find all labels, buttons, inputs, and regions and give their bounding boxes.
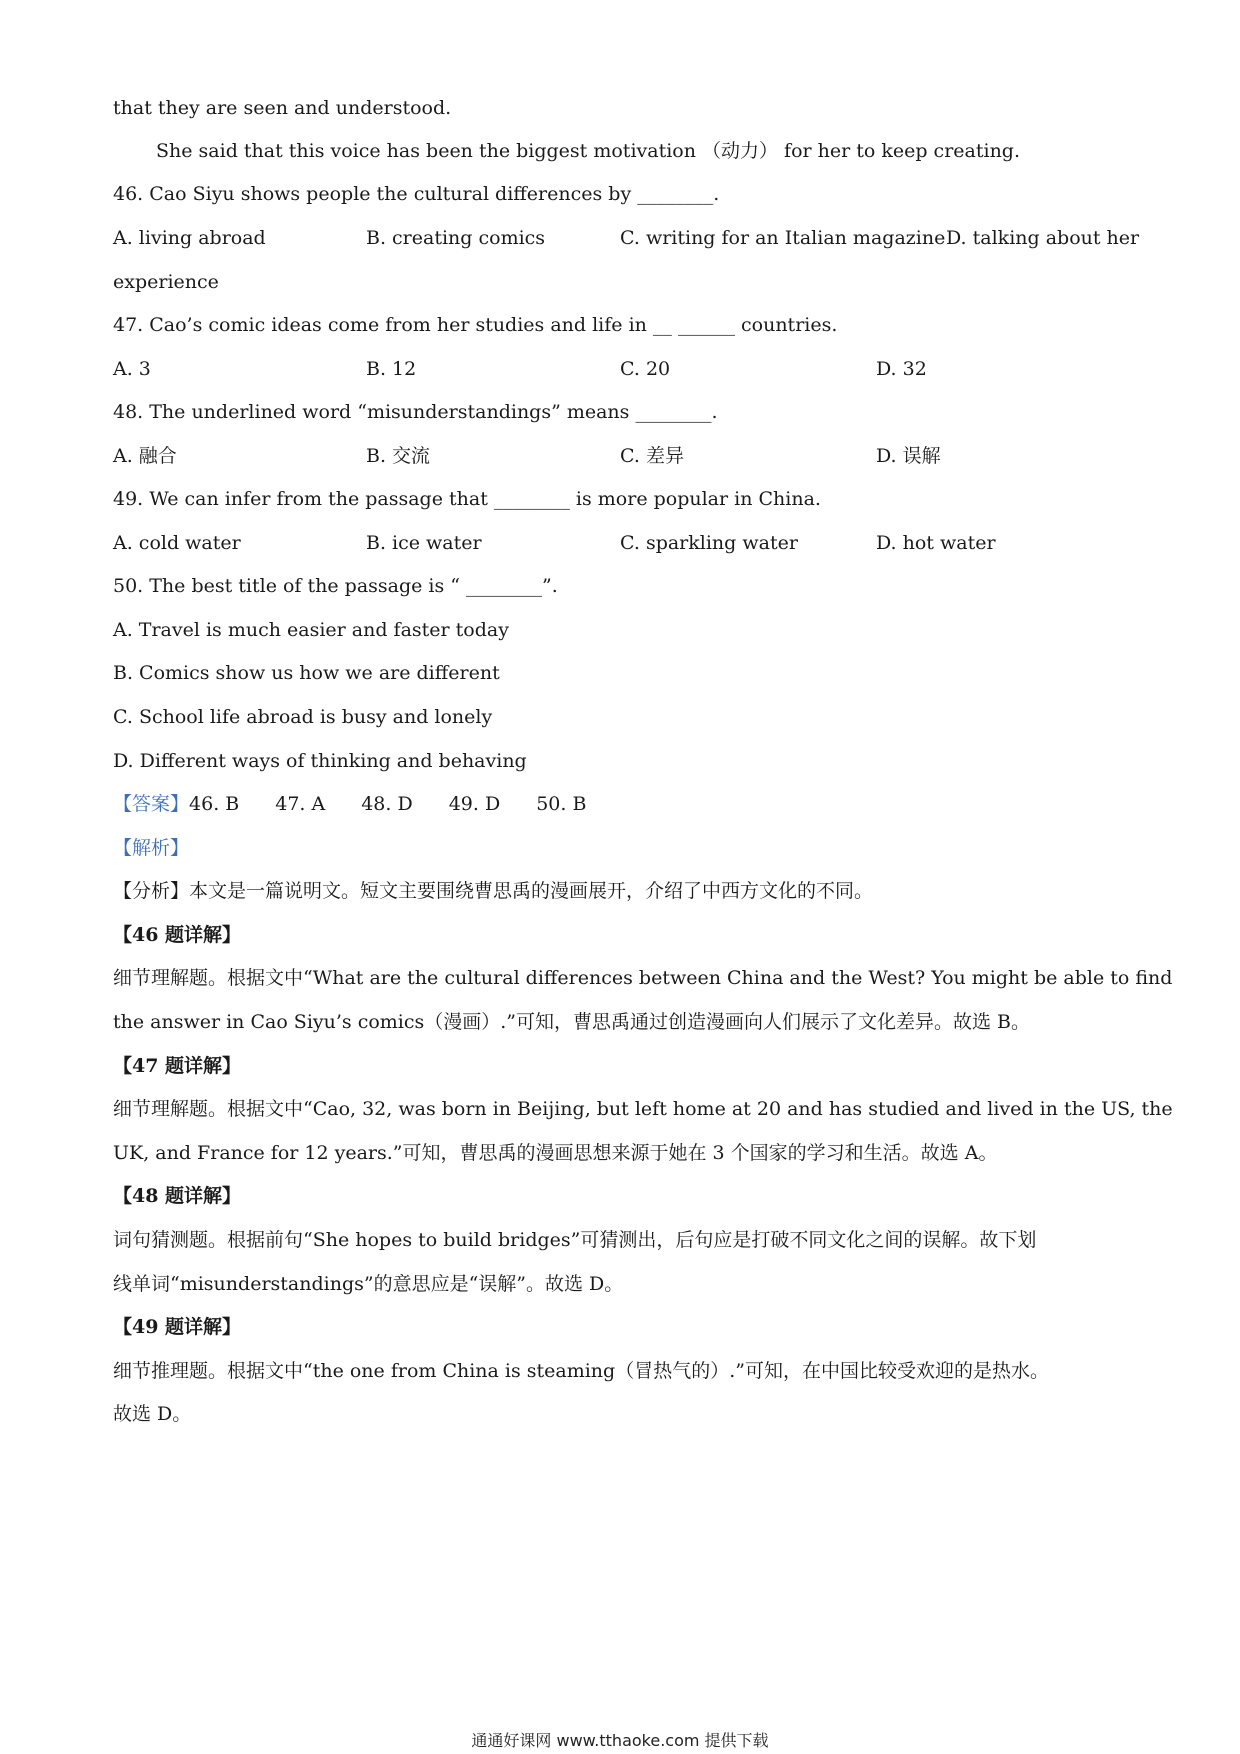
analysis-label: 【解析】 <box>113 837 190 859</box>
option-a: A. 3 <box>113 358 151 380</box>
option-b: B. 12 <box>366 358 417 380</box>
passage-line: that they are seen and understood. <box>113 97 452 119</box>
detail-line: 细节理解题。根据文中“Cao, 32, was born in Beijing, but left home at 20 and has studied and lived in the US, the <box>113 1098 1173 1120</box>
option-b: B. creating comics <box>366 227 546 249</box>
option-a: A. living abroad <box>113 227 266 249</box>
detail-line: 细节推理题。根据文中“the one from China is steaming（冒热气的）.”可知，在中国比较受欢迎的是热水。 <box>113 1360 1049 1382</box>
question-stem: 48. The underlined word “misunderstandings” means ________. <box>113 401 718 423</box>
answer-item: 49. D <box>448 793 501 815</box>
option-c: C. writing for an Italian magazine <box>620 227 946 249</box>
detail-heading: 【49 题详解】 <box>113 1316 242 1338</box>
detail-line: 词句猜测题。根据前句“She hopes to build bridges”可猜测出，后句应是打破不同文化之间的误解。故下划 <box>113 1229 1037 1251</box>
answer-label: 【答案】 <box>113 793 190 815</box>
option-d: D. hot water <box>876 532 996 554</box>
option-c: C. sparkling water <box>620 532 798 554</box>
analysis-summary: 【分析】本文是一篇说明文。短文主要围绕曹思禹的漫画展开，介绍了中西方文化的不同。 <box>113 880 874 902</box>
detail-line: the answer in Cao Siyu’s comics（漫画）.”可知，曹思禹通过创造漫画向人们展示了文化差异。故选 B。 <box>113 1011 1031 1033</box>
option-d: D. Different ways of thinking and behaving <box>113 750 527 772</box>
question-stem: 50. The best title of the passage is “ ________”. <box>113 575 558 597</box>
question-stem: 47. Cao’s comic ideas come from her studies and life in __ ______ countries. <box>113 314 838 336</box>
option-c: C. 差异 <box>620 445 684 467</box>
detail-line: 故选 D。 <box>113 1403 192 1425</box>
option-b: B. Comics show us how we are different <box>113 662 500 684</box>
option-c: C. 20 <box>620 358 671 380</box>
question-stem: 49. We can infer from the passage that ________ is more popular in China. <box>113 488 821 510</box>
answer-item: 48. D <box>361 793 413 815</box>
answer-item: 50. B <box>536 793 587 815</box>
page-footer: 通通好课网 www.tthaoke.com 提供下载 <box>471 1731 769 1750</box>
option-d: D. 32 <box>876 358 927 380</box>
option-c: C. School life abroad is busy and lonely <box>113 706 493 728</box>
option-wrap: experience <box>113 271 219 293</box>
passage-line: She said that this voice has been the biggest motivation （动力） for her to keep creating. <box>156 140 1021 162</box>
option-b: B. 交流 <box>366 445 431 467</box>
option-a: A. 融合 <box>113 445 177 467</box>
option-a: A. cold water <box>113 532 241 554</box>
option-d: D. talking about her <box>946 227 1140 249</box>
answer-item: 47. A <box>275 793 326 815</box>
detail-line: 细节理解题。根据文中“What are the cultural differences between China and the West? You might be able to find <box>113 967 1173 989</box>
question-stem: 46. Cao Siyu shows people the cultural differences by ________. <box>113 183 720 205</box>
detail-heading: 【47 题详解】 <box>113 1055 242 1077</box>
option-d: D. 误解 <box>876 445 941 467</box>
detail-heading: 【48 题详解】 <box>113 1185 242 1207</box>
answer-item: 46. B <box>189 793 240 815</box>
detail-line: 线单词“misunderstandings”的意思应是“误解”。故选 D。 <box>113 1273 624 1295</box>
option-a: A. Travel is much easier and faster today <box>113 619 509 641</box>
detail-heading: 【46 题详解】 <box>113 924 242 946</box>
answer-row <box>113 792 622 816</box>
detail-line: UK, and France for 12 years.”可知，曹思禹的漫画思想来源于她在 3 个国家的学习和生活。故选 A。 <box>113 1142 998 1164</box>
option-b: B. ice water <box>366 532 482 554</box>
